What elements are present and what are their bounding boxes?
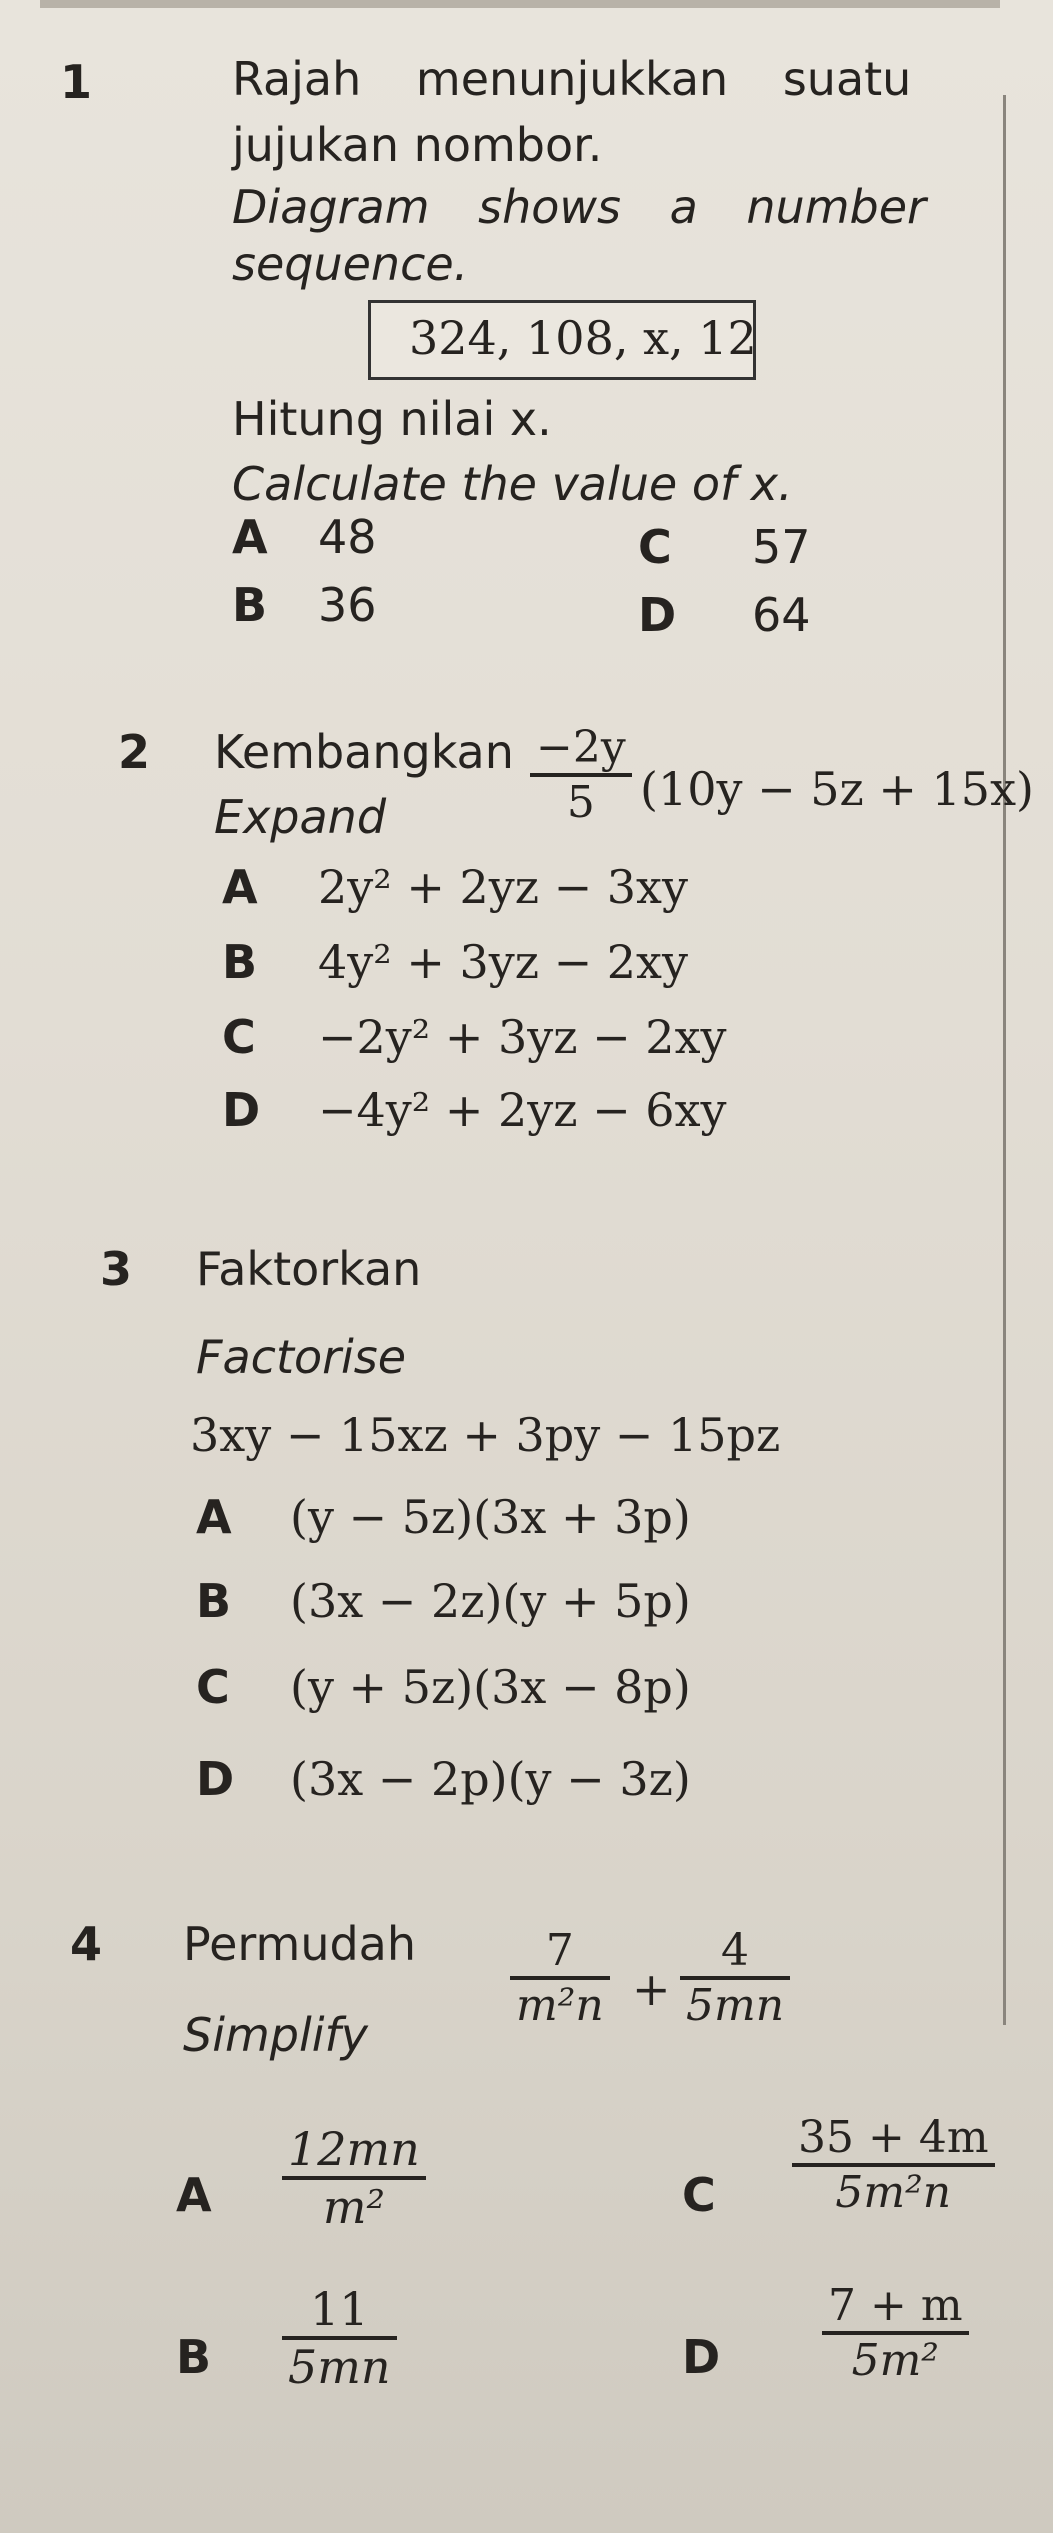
question-3-number: 3 [100,1242,133,1296]
q4-option-a-numerator: 12mn [282,2122,426,2180]
q4-option-b-denominator: 5mn [288,2340,391,2394]
q4-option-a-label[interactable]: A [176,2168,212,2222]
q3-option-d-value[interactable]: (3x − 2p)(y − 3z) [290,1752,691,1806]
q2-option-d-label[interactable]: D [222,1083,261,1137]
q3-option-a-value[interactable]: (y − 5z)(3x + 3p) [290,1490,691,1544]
question-2-fraction [530,722,632,828]
q3-option-d-label[interactable]: D [196,1752,235,1806]
q1-option-b-value[interactable]: 36 [318,578,377,632]
q4-fraction-1-numerator: 7 [510,1925,610,1980]
question-4-plus: + [632,1962,671,2016]
question-3-expression: 3xy − 15xz + 3py − 15pz [190,1408,781,1462]
question-1-instruction-malay: Hitung nilai x. [232,392,552,446]
question-1-english-line2: sequence. [232,237,469,291]
q2-option-a-value[interactable]: 2y² + 2yz − 3xy [318,860,688,914]
q4-option-a-denominator: m² [322,2180,385,2234]
question-4-malay: Permudah [183,1917,417,1971]
q4-option-c-label[interactable]: C [682,2168,716,2222]
question-1-instruction-english: Calculate the value of x. [232,457,793,511]
q4-option-d-denominator: 5m² [851,2335,939,2386]
q1-option-c-value[interactable]: 57 [752,520,811,574]
question-1-malay-line2: jujukan nombor. [232,118,603,172]
q3-option-c-label[interactable]: C [196,1660,230,1714]
q4-option-c-denominator: 5m²n [835,2167,952,2218]
q2-option-c-value[interactable]: −2y² + 3yz − 2xy [318,1010,727,1064]
question-2-expression: (10y − 5z + 15x) [640,762,1034,816]
q3-option-c-value[interactable]: (y + 5z)(3x − 8p) [290,1660,691,1714]
q4-option-b-label[interactable]: B [176,2330,212,2384]
q4-option-d-label[interactable]: D [682,2330,721,2384]
q4-option-a-fraction[interactable] [282,2122,426,2234]
question-4-english: Simplify [183,2008,368,2062]
question-1-english-line1: Diagram shows a number [232,180,926,234]
q4-fraction-2-denominator: 5mn [686,1980,785,2031]
question-2-english: Expand [214,790,387,844]
q1-option-d-value[interactable]: 64 [752,588,811,642]
margin-line [1003,95,1006,2025]
q1-option-d-label[interactable]: D [638,588,677,642]
q2-fraction-denominator: 5 [566,777,595,828]
question-2-number: 2 [118,725,151,779]
question-2-malay: Kembangkan [214,725,514,779]
q3-option-a-label[interactable]: A [196,1490,232,1544]
q2-fraction-numerator: −2y [530,722,632,777]
q4-option-d-numerator: 7 + m [822,2280,969,2335]
question-4-number: 4 [70,1917,103,1971]
q4-fraction-2-numerator: 4 [680,1925,790,1980]
question-3-malay: Faktorkan [196,1242,422,1296]
q2-option-a-label[interactable]: A [222,860,258,914]
q4-option-c-fraction[interactable] [792,2112,995,2218]
question-4-fraction-1 [510,1925,610,2031]
q2-option-d-value[interactable]: −4y² + 2yz − 6xy [318,1083,727,1137]
number-sequence: 324, 108, x, 12 [409,311,757,365]
q4-option-b-numerator: 11 [282,2282,397,2340]
q4-option-c-numerator: 35 + 4m [792,2112,995,2167]
question-1-malay-line1: Rajah menunjukkan suatu [232,52,912,106]
q4-fraction-1-denominator: m²n [516,1980,604,2031]
q2-option-b-label[interactable]: B [222,935,258,989]
question-4-fraction-2 [680,1925,790,2031]
q4-option-d-fraction[interactable] [822,2280,969,2386]
q4-option-b-fraction[interactable] [282,2282,397,2394]
q1-option-c-label[interactable]: C [638,520,672,574]
q3-option-b-value[interactable]: (3x − 2z)(y + 5p) [290,1574,691,1628]
sequence-box [368,300,756,380]
question-1-number: 1 [60,55,93,109]
q1-option-b-label[interactable]: B [232,578,268,632]
question-3-english: Factorise [196,1330,407,1384]
q2-option-c-label[interactable]: C [222,1010,256,1064]
q1-option-a-label[interactable]: A [232,510,268,564]
q2-option-b-value[interactable]: 4y² + 3yz − 2xy [318,935,688,989]
q1-option-a-value[interactable]: 48 [318,510,377,564]
page-edge-shadow [40,0,1000,8]
q3-option-b-label[interactable]: B [196,1574,232,1628]
